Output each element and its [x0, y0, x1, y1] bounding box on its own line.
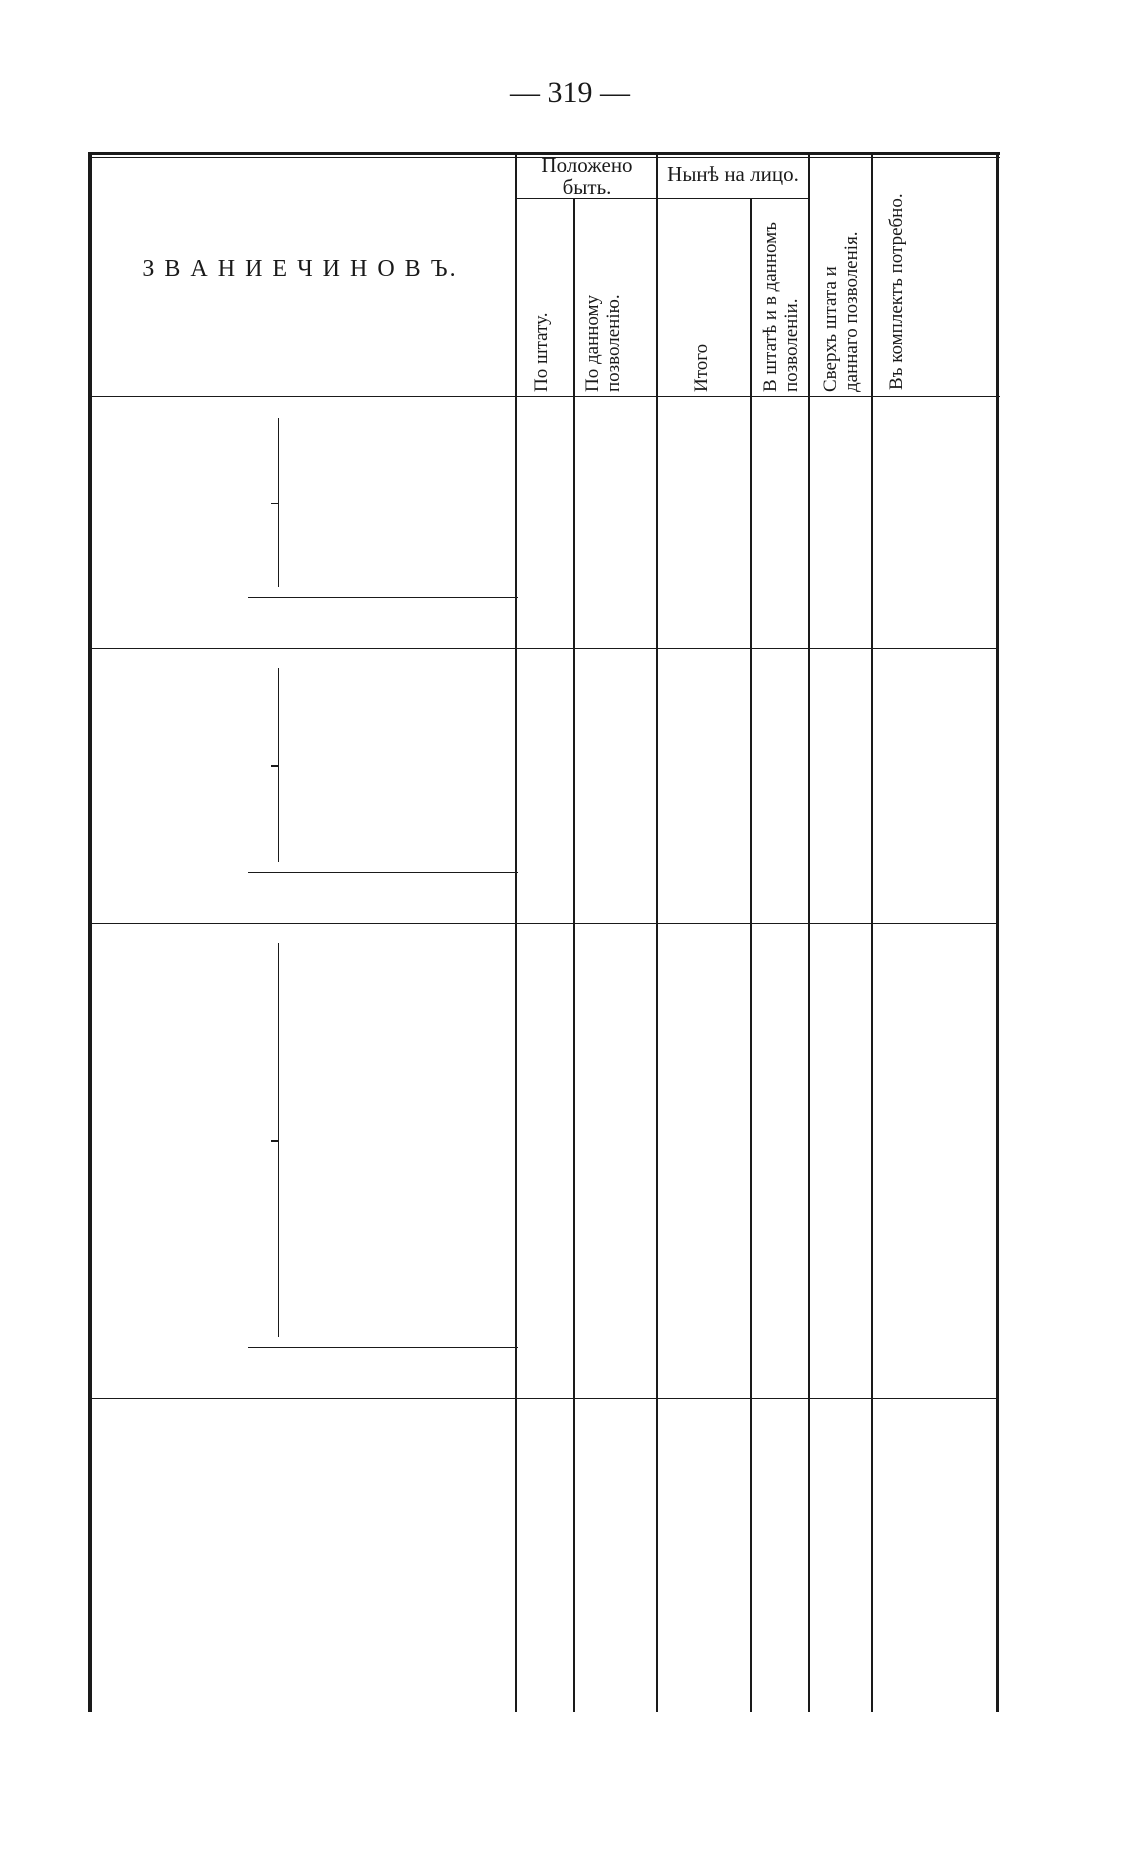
total-rule [248, 872, 518, 873]
rank-title: З В А Н И Е Ч И Н О В Ъ. [142, 256, 458, 282]
section-bottom-rule [88, 648, 998, 649]
section-bottom-rule [88, 1398, 998, 1399]
page-number: — 319 — [510, 76, 630, 109]
col-rule-2 [573, 198, 575, 1712]
group-should: Положено быть. [541, 153, 633, 199]
col-by-staff: По штату. [531, 312, 552, 392]
col-rule-5 [808, 152, 810, 1712]
total-rule [248, 597, 518, 598]
col-rule-1 [515, 152, 517, 1712]
header-bottom-rule [88, 396, 1000, 397]
group-brace [278, 668, 279, 862]
col-by-permission: По данному позволенію. [582, 294, 624, 392]
group-brace [278, 943, 279, 1337]
group-brace [278, 418, 279, 587]
col-rule-6 [871, 152, 873, 1712]
col-in-staff: В штатѣ и в данномъ позволеніи. [760, 222, 802, 392]
total-rule [248, 1347, 518, 1348]
col-over-staff: Сверхъ штата и даннаго позволенія. [820, 231, 862, 392]
col-rule-3 [656, 152, 658, 1712]
section-bottom-rule [88, 923, 998, 924]
table-left-rule-thin [91, 152, 92, 1712]
table-right-rule [996, 152, 999, 1712]
col-total: Итого [691, 343, 712, 392]
col-rule-4 [750, 198, 752, 1712]
group-present: Нынѣ на лицо. [667, 162, 799, 186]
col-required: Въ комплектъ потребно. [886, 193, 907, 390]
personnel-table [88, 152, 1000, 1712]
